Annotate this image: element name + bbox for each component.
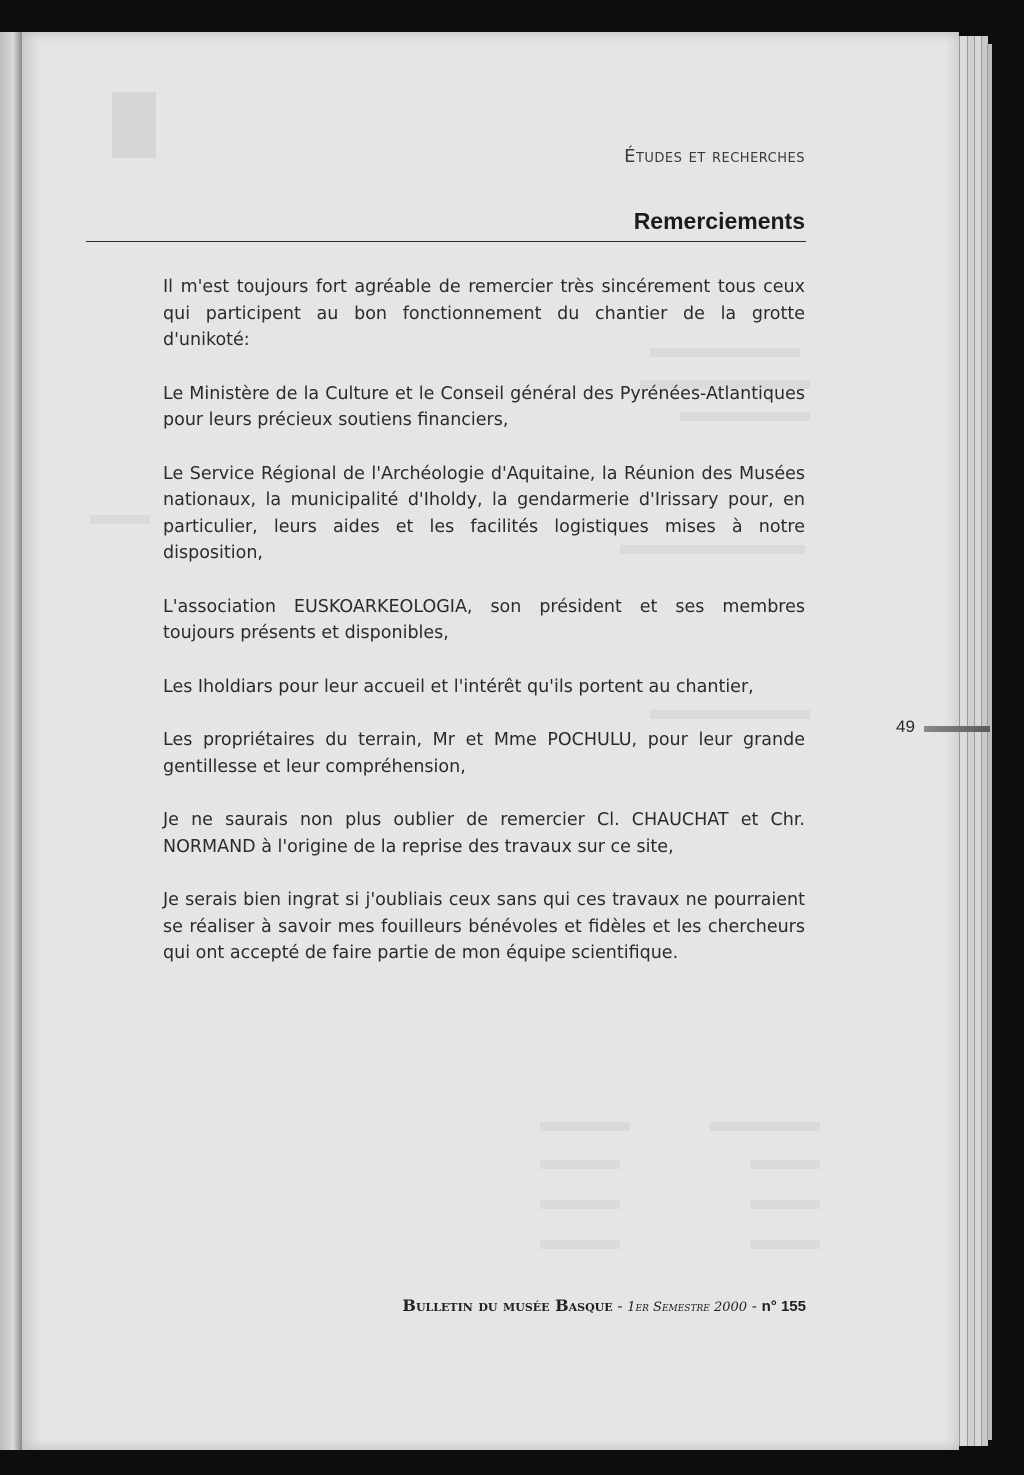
running-header: Études et recherches xyxy=(624,146,805,167)
show-through-line xyxy=(750,1200,820,1209)
footer-separator: - xyxy=(747,1297,762,1315)
footer-separator: - xyxy=(612,1297,628,1315)
facing-page-edge xyxy=(0,32,22,1450)
show-through-line xyxy=(710,1122,820,1131)
paragraph: Je serais bien ingrat si j'oubliais ceux sans qui ces travaux ne pourraient se réaliser à savoir mes fouilleurs bénévoles et fidèles et les chercheurs qui ont accepté de faire partie de mon équipe scientifique. xyxy=(163,890,805,963)
footer-semester: Semestre 2000 xyxy=(648,1300,748,1315)
show-through-line xyxy=(540,1200,620,1209)
show-through-line xyxy=(750,1240,820,1249)
paragraph: Il m'est toujours fort agréable de remercier très sincérement tous ceux qui participent au bon fonctionnement du chantier de la grotte d'unikoté: xyxy=(163,277,805,350)
footer-publication: Bulletin du musée Basque xyxy=(402,1296,613,1315)
footer-issue: n° 155 xyxy=(761,1298,806,1315)
page-edge xyxy=(987,44,992,1440)
show-through-line xyxy=(540,1160,620,1169)
paragraph: Les propriétaires du terrain, Mr et Mme POCHULU, pour leur grande gentillesse et leur compréhension, xyxy=(163,730,805,777)
show-through-line xyxy=(540,1122,630,1131)
page-number-tab xyxy=(924,726,990,732)
footer-semester-sup: 1er xyxy=(627,1300,649,1315)
title-rule xyxy=(86,241,806,242)
show-through-line xyxy=(750,1160,820,1169)
paragraph: Les Iholdiars pour leur accueil et l'intérêt qu'ils portent au chantier, xyxy=(163,676,754,697)
footer xyxy=(402,1296,806,1315)
page-number: 49 xyxy=(896,717,915,736)
paragraph: Je ne saurais non plus oublier de remercier Cl. CHAUCHAT et Chr. NORMAND à l'origine de la reprise des travaux sur ce site, xyxy=(163,810,805,857)
show-through-line xyxy=(90,515,150,524)
paragraph: Le Service Régional de l'Archéologie d'Aquitaine, la Réunion des Musées nationaux, la municipalité d'Iholdy, la gendarmerie d'Irissary pour, en particulier, leurs aides et les facilités logistiques mises à notre disposition, xyxy=(163,463,805,563)
paragraph: Le Ministère de la Culture et le Conseil général des Pyrénées-Atlantiques pour leurs précieux soutiens financiers, xyxy=(163,383,805,430)
paragraph: L'association EUSKOARKEOLOGIA, son président et ses membres toujours présents et disponibles, xyxy=(163,596,805,643)
body-text xyxy=(163,274,805,994)
section-title: Remerciements xyxy=(633,208,805,234)
show-through-line xyxy=(540,1240,620,1249)
